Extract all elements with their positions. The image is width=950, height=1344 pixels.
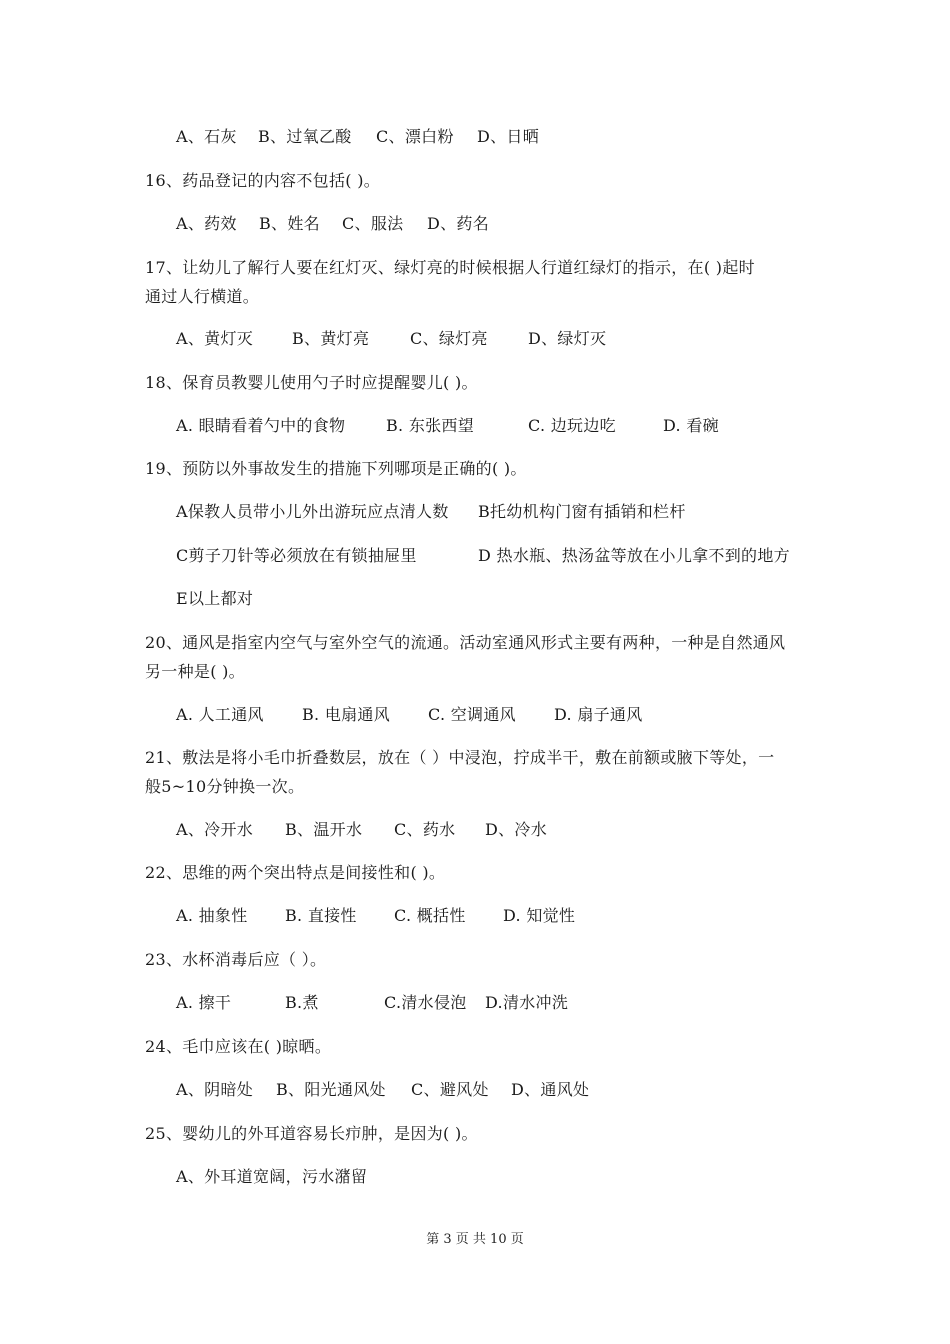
q23-option-c: C.清水侵泡 [384,993,467,1012]
q20-option-d: D. 扇子通风 [554,705,643,724]
q18-option-a: A. 眼睛看着勺中的食物 [176,416,346,435]
q19-option-e: E以上都对 [176,589,254,608]
q19-option-d: D 热水瓶、热汤盆等放在小儿拿不到的地方 [478,546,790,565]
q21-option-d: D、冷水 [485,820,548,839]
q18-option-c: C. 边玩边吃 [528,416,616,435]
q24-option-a: A、阴暗处 [176,1080,254,1099]
q19-option-b: B托幼机构门窗有插销和栏杆 [478,502,686,521]
q21-option-a: A、冷开水 [176,820,254,839]
q18-option-d: D. 看碗 [663,416,719,435]
q16-option-d: D、药名 [427,214,490,233]
q16-stem: 16、药品登记的内容不包括( )。 [145,171,381,190]
q20-stem-line2: 另一种是( )。 [145,662,245,681]
q21-stem-line1: 21、敷法是将小毛巾折叠数层，放在（ ）中浸泡，拧成半干，敷在前额或腋下等处，一 [145,748,775,767]
q16-options [176,214,489,234]
q17-option-a: A、黄灯灭 [176,329,254,348]
q17-option-d: D、绿灯灭 [528,329,607,348]
q22-option-b: B. 直接性 [285,906,357,925]
q25-option-a: A、外耳道宽阔，污水潴留 [176,1167,368,1186]
q20-option-a: A. 人工通风 [176,705,264,724]
q22-option-a: A. 抽象性 [176,906,248,925]
q16-option-c: C、服法 [342,214,404,233]
q19-stem: 19、预防以外事故发生的措施下列哪项是正确的( )。 [145,459,527,478]
q15-option-d: D、日晒 [477,127,540,146]
q20-option-b: B. 电扇通风 [302,705,391,724]
q24-option-c: C、避风处 [411,1080,489,1099]
q22-options [176,906,575,926]
q17-option-c: C、绿灯亮 [410,329,488,348]
page-number: 第 3 页 共 10 页 [426,1232,524,1247]
q21-option-b: B、温开水 [285,820,363,839]
q17-option-b: B、黄灯亮 [292,329,370,348]
q25-stem: 25、婴幼儿的外耳道容易长疖肿，是因为( )。 [145,1124,478,1143]
q15-option-c: C、漂白粉 [376,127,454,146]
q23-option-d: D.清水冲洗 [485,993,569,1012]
q21-stem-line2: 般5~10分钟换一次。 [145,777,305,796]
q24-option-d: D、通风处 [511,1080,590,1099]
q22-stem: 22、思维的两个突出特点是间接性和( )。 [145,863,446,882]
q15-option-b: B、过氧乙酸 [258,127,352,146]
q21-option-c: C、药水 [394,820,456,839]
q19-option-a: A保教人员带小儿外出游玩应点清人数 [176,502,449,521]
q23-option-a: A. 擦干 [176,993,232,1012]
q17-stem-line2: 通过人行横道。 [145,287,260,306]
q18-option-b: B. 东张西望 [386,416,475,435]
q22-option-c: C. 概括性 [394,906,466,925]
q24-option-b: B、阳光通风处 [276,1080,386,1099]
q20-options [176,705,643,725]
q18-stem: 18、保育员教婴儿使用勺子时应提醒婴儿( )。 [145,373,478,392]
q15-option-a: A、石灰 [176,127,237,146]
q24-stem: 24、毛巾应该在( )晾晒。 [145,1037,332,1056]
q19-option-c: C剪子刀针等必须放在有锁抽屉里 [176,546,417,565]
q23-options [176,993,568,1013]
q24-options [176,1080,589,1100]
q15-options [176,127,539,147]
q18-options [176,416,719,436]
q21-options [176,820,547,840]
q17-stem-line1: 17、让幼儿了解行人要在红灯灭、绿灯亮的时候根据人行道红绿灯的指示，在( )起时 [145,258,755,277]
q23-stem: 23、水杯消毒后应（ ）。 [145,950,327,969]
q16-option-b: B、姓名 [259,214,320,233]
q17-options [176,329,606,349]
q22-option-d: D. 知觉性 [503,906,576,925]
q20-option-c: C. 空调通风 [428,705,516,724]
q23-option-b: B.煮 [285,993,319,1012]
q20-stem-line1: 20、通风是指室内空气与室外空气的流通。活动室通风形式主要有两种，一种是自然通风 [145,633,786,652]
q16-option-a: A、药效 [176,214,237,233]
